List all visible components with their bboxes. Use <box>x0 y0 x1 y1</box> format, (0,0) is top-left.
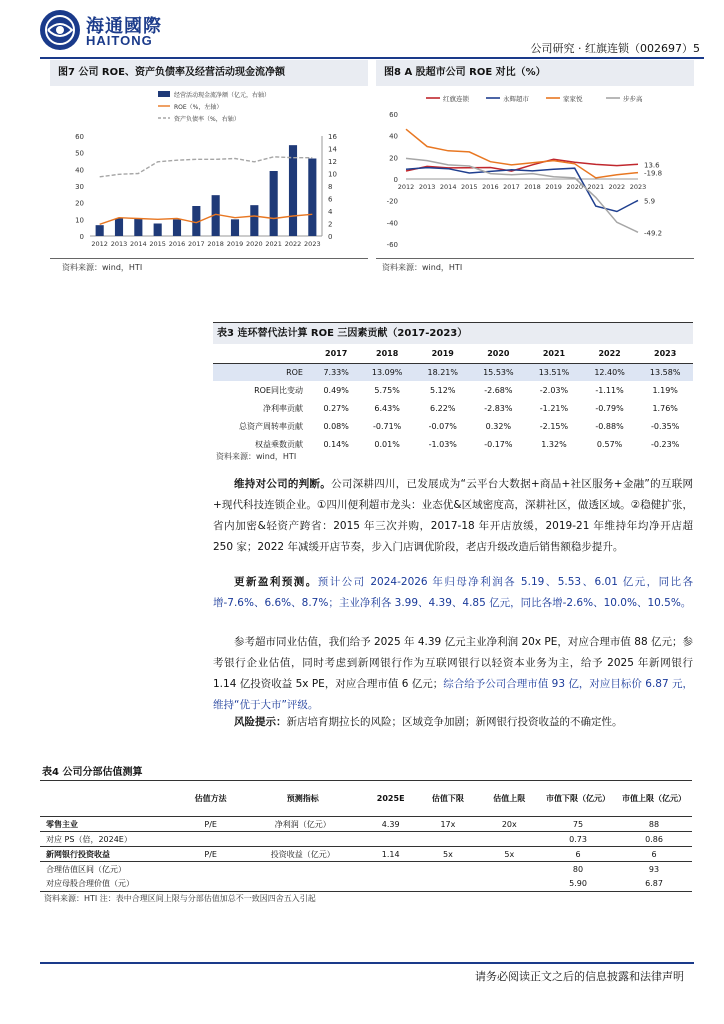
cell: -0.71% <box>359 417 415 435</box>
cell: 1.19% <box>637 381 693 399</box>
col-header: 估值下限 <box>417 781 478 817</box>
fig7-source: 资料来源：wind，HTI <box>62 263 143 272</box>
cell: 6.22% <box>415 399 471 417</box>
y-tick-label: -60 <box>386 241 398 249</box>
fig7-chart <box>50 88 368 258</box>
para-heading: 风险提示： <box>234 716 287 728</box>
x-tick-label: 2015 <box>460 183 478 191</box>
page-reference: 公司研究 · 红旗连锁（002697）5 <box>530 42 700 55</box>
y-tick-label-right: 8 <box>328 183 333 191</box>
table-header-row <box>213 345 693 363</box>
para-text: 预计公司 2024-2026 年归母净利润各 5.19、5.53、6.01 亿元，同比各增-7.6%、6.6%、8.7%；主业净利各 3.99、4.39、4.85 亿元，同比各增-2.6%、10.0%、10.5%。 <box>213 576 694 609</box>
para-text: 参考超市同业估值，我们给予 2025 年 4.39 亿元主业净利润 20x PE，对应合理市值 88 亿元；参考银行企业估值，同时考虑到新网银行作为互联网银行以轻资本业务为主，给予 2025 年新网银行 1.14 亿投资收益 5x PE，对应合理市值 6 亿元； <box>213 636 693 690</box>
legend-label: 永辉超市 <box>503 95 529 103</box>
end-value-label: 5.9 <box>644 197 656 206</box>
x-tick-label: 2012 <box>397 183 415 191</box>
x-tick-label: 2012 <box>91 240 108 248</box>
year-header: 2019 <box>415 345 471 363</box>
fig7-rule <box>50 258 368 259</box>
cell: -2.15% <box>526 417 582 435</box>
cell: 0.57% <box>582 435 638 453</box>
year-header: 2020 <box>471 345 527 363</box>
x-tick-label: 2020 <box>246 240 263 248</box>
year-header: 2023 <box>637 345 693 363</box>
x-tick-label: 2016 <box>482 183 499 191</box>
segment-valuation-table <box>40 780 692 892</box>
cell: -0.79% <box>582 399 638 417</box>
x-tick-label: 2018 <box>524 183 541 191</box>
cell: 18.21% <box>415 363 471 381</box>
footer-disclaimer: 请务必阅读正文之后的信息披露和法律声明 <box>475 970 684 983</box>
cell: 0.27% <box>313 399 359 417</box>
cell: -2.83% <box>471 399 527 417</box>
para-text: 公司深耕四川，已发展成为“云平台大数据+商品+社区服务+金融”的互联网+现代科技连锁企业。①四川便利超市龙头：业态优&区域密度高，深耕社区，做透区域。②稳健扩张，省内加密&轻资产跨省：2015 年三次并购，2017-18 年开店放缓，2019-21 年维持年均净开店超 250 家；2022 年减缓开店节奏，步入门店调优阶段，老店升级改造后销售额稳步提升。 <box>213 478 693 553</box>
cell: -2.03% <box>526 381 582 399</box>
x-tick-label: 2013 <box>418 183 436 191</box>
legend-label: 步步高 <box>623 95 643 103</box>
cell: 5.12% <box>415 381 471 399</box>
row-label: 总资产周转率贡献 <box>213 417 313 435</box>
x-tick-label: 2021 <box>265 240 282 248</box>
x-tick-label: 2022 <box>284 240 302 248</box>
col-header: 市值上限（亿元） <box>616 781 692 817</box>
y-tick-label: 0 <box>393 176 398 184</box>
cell: -0.35% <box>637 417 693 435</box>
cell: 13.51% <box>526 363 582 381</box>
cell: 1.32% <box>526 435 582 453</box>
end-value-label: -19.8 <box>644 169 663 178</box>
x-tick-label: 2020 <box>566 183 584 191</box>
cell: -1.03% <box>415 435 471 453</box>
y-tick-label-right: 10 <box>328 170 337 179</box>
legend-swatch <box>158 91 170 97</box>
y-tick-label-left: 10 <box>75 216 84 225</box>
fig8-chart <box>376 88 694 258</box>
end-value-label: 13.6 <box>644 161 660 170</box>
roe-contribution-table <box>213 345 693 454</box>
cell: 0.32% <box>471 417 527 435</box>
paragraph-judgement <box>213 474 693 558</box>
col-header: 2025E <box>364 781 417 817</box>
row-label: ROE同比变动 <box>213 381 313 399</box>
x-tick-label: 2016 <box>168 240 186 248</box>
bar-cashflow <box>115 219 123 237</box>
haitong-logo-icon <box>40 10 80 50</box>
logo-text-en: HAITONG <box>86 33 153 48</box>
cell: 7.33% <box>313 363 359 381</box>
table-row <box>213 417 693 435</box>
legend-label: 家家悦 <box>563 95 583 103</box>
bar-cashflow <box>289 145 297 236</box>
x-tick-label: 2019 <box>226 240 244 248</box>
cell: 13.09% <box>359 363 415 381</box>
x-tick-label: 2019 <box>545 183 562 191</box>
para-heading: 维持对公司的判断。 <box>234 478 332 490</box>
fig8-source: 资料来源：wind，HTI <box>382 263 463 272</box>
bar-cashflow <box>96 225 104 236</box>
cell: -1.21% <box>526 399 582 417</box>
row-label: 权益乘数贡献 <box>213 435 313 453</box>
legend-label: 红旗连锁 <box>443 95 469 103</box>
bar-cashflow <box>270 171 278 236</box>
y-tick-label: -40 <box>386 219 398 228</box>
y-tick-label-left: 20 <box>75 199 84 208</box>
cell: -0.07% <box>415 417 471 435</box>
cell: 13.58% <box>637 363 693 381</box>
cell: -0.88% <box>582 417 638 435</box>
paragraph-valuation <box>213 632 693 716</box>
table-row: 对应母股合理价值（元） 5.90 6.87 <box>40 877 692 892</box>
y-tick-label-left: 30 <box>75 183 84 191</box>
y-tick-label-right: 2 <box>328 220 333 229</box>
fig8-title: 图8 A 股超市公司 ROE 对比（%） <box>376 60 694 86</box>
y-tick-label-right: 6 <box>328 195 333 204</box>
bar-cashflow <box>308 159 316 237</box>
series-line <box>406 158 638 232</box>
row-label: ROE <box>213 363 313 381</box>
table-header-row <box>40 781 692 817</box>
bar-cashflow <box>250 205 258 236</box>
fig7-title: 图7 公司 ROE、资产负债率及经营活动现金流净额 <box>50 60 368 86</box>
col-header: 预测指标 <box>241 781 364 817</box>
y-tick-label: -20 <box>386 197 398 206</box>
year-header: 2017 <box>313 345 359 363</box>
x-tick-label: 2017 <box>503 183 520 191</box>
cell: -1.11% <box>582 381 638 399</box>
year-header: 2022 <box>582 345 638 363</box>
footer-divider <box>40 962 694 964</box>
col-header: 市值下限（亿元） <box>540 781 616 817</box>
table4-title: 表4 公司分部估值测算 <box>42 767 143 778</box>
legend-label: ROE（%，左轴） <box>174 104 223 111</box>
series-line <box>406 159 638 171</box>
y-tick-label-right: 14 <box>328 145 337 154</box>
end-value-label: -49.2 <box>644 229 663 238</box>
x-tick-label: 2023 <box>304 240 321 248</box>
table3-source: 资料来源：wind，HTI <box>216 452 297 461</box>
cell: 0.49% <box>313 381 359 399</box>
cell: 0.14% <box>313 435 359 453</box>
table4-source: 资料来源：HTI 注：表中合理区间上限与分部估值加总不一致因四舍五入引起 <box>44 894 316 903</box>
header-divider <box>40 57 704 59</box>
y-tick-label-left: 0 <box>79 233 84 241</box>
table-row <box>213 399 693 417</box>
table-row <box>213 363 693 381</box>
cell: 15.53% <box>471 363 527 381</box>
table-row: 对应 PS（倍，2024E） 0.73 0.86 <box>40 832 692 847</box>
y-tick-label-left: 40 <box>75 166 84 175</box>
cell: -2.68% <box>471 381 527 399</box>
cell: -0.17% <box>471 435 527 453</box>
cell: 0.01% <box>359 435 415 453</box>
table-row: 零售主业 P/E 净利润（亿元） 4.39 17x 20x 75 88 <box>40 817 692 832</box>
cell: 5.75% <box>359 381 415 399</box>
logo-text-cn: 海通國際 <box>86 16 162 37</box>
x-tick-label: 2014 <box>439 183 457 191</box>
x-tick-label: 2022 <box>608 183 626 191</box>
table-row: 合理估值区间（亿元） 80 93 <box>46 864 660 874</box>
y-tick-label-right: 16 <box>328 133 337 141</box>
y-tick-label: 60 <box>389 111 398 119</box>
debt-ratio-line <box>100 157 313 177</box>
x-tick-label: 2023 <box>629 183 647 191</box>
para-heading: 更新盈利预测。 <box>234 576 318 588</box>
year-header: 2021 <box>526 345 582 363</box>
roe-line <box>100 214 313 224</box>
col-header: 估值方法 <box>180 781 241 817</box>
year-header: 2018 <box>359 345 415 363</box>
x-tick-label: 2014 <box>130 240 147 248</box>
y-tick-label-right: 12 <box>328 158 337 166</box>
legend-label: 资产负债率（%，右轴） <box>174 116 240 123</box>
y-tick-label-left: 50 <box>75 149 84 158</box>
legend-label: 经营活动现金流净额（亿元，右轴） <box>174 92 271 99</box>
y-tick-label: 40 <box>389 132 398 141</box>
bar-cashflow <box>173 219 181 236</box>
cell: 6.43% <box>359 399 415 417</box>
paragraph-risk <box>213 712 693 733</box>
x-tick-label: 2021 <box>587 183 605 191</box>
cell: 12.40% <box>582 363 638 381</box>
bar-cashflow <box>231 219 239 236</box>
bar-cashflow <box>134 219 142 237</box>
para-conclusion: 综合给予公司合理市值 93 亿，对应目标价 6.87 元，维持“优于大市”评级。 <box>213 678 693 711</box>
row-label: 净利率贡献 <box>213 399 313 417</box>
x-tick-label: 2013 <box>110 240 128 248</box>
x-tick-label: 2017 <box>188 240 205 248</box>
table-row <box>213 381 693 399</box>
table3-title: 表3 连环替代法计算 ROE 三因素贡献（2017-2023） <box>213 322 693 344</box>
table-row: 新网银行投资收益 P/E 投资收益（亿元） 1.14 5x 5x 6 6 <box>40 847 692 862</box>
cell: -0.23% <box>637 435 693 453</box>
fig8-rule <box>376 258 694 259</box>
y-tick-label: 20 <box>389 154 398 163</box>
col-header: 估值上限 <box>479 781 540 817</box>
para-text: 新店培育期拉长的风险；区域竞争加剧；新网银行投资收益的不确定性。 <box>286 716 623 728</box>
y-tick-label-left: 60 <box>75 133 84 141</box>
cell: 0.08% <box>313 417 359 435</box>
x-tick-label: 2018 <box>207 240 224 248</box>
x-tick-label: 2015 <box>149 240 166 248</box>
y-tick-label-right: 4 <box>328 208 333 216</box>
bar-cashflow <box>154 224 162 237</box>
y-tick-label-right: 0 <box>328 233 333 241</box>
cell: 1.76% <box>637 399 693 417</box>
paragraph-forecast <box>213 572 693 614</box>
